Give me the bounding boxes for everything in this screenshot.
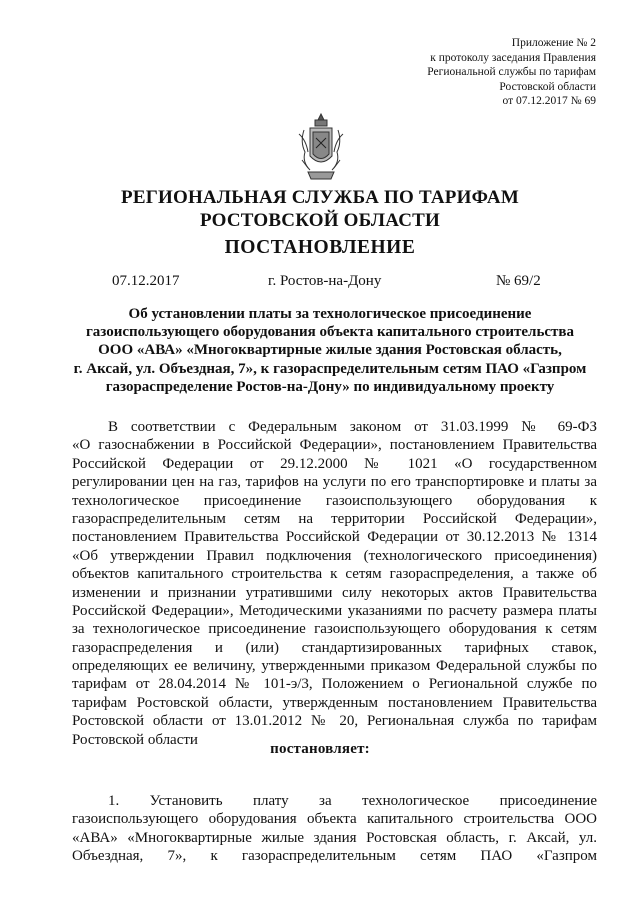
title-line: газораспределение Ростов-на-Дону» по индивидуальному проекту bbox=[105, 378, 555, 395]
title-line: г. Аксай, ул. Объездная, 7», к газораспределительным сетям ПАО «Газпром bbox=[73, 360, 587, 377]
document-date: 07.12.2017 bbox=[112, 273, 180, 289]
appendix-line: Приложение № 2 bbox=[511, 37, 596, 49]
appendix-note bbox=[427, 36, 596, 109]
text-line: тарифам от 28.04.2014 № 101-э/3, Положением о Региональной службе по bbox=[72, 676, 597, 693]
text-line: регулировании цен на газ, тарифов на услуги по его транспортировке и платы за bbox=[72, 474, 597, 491]
text-line: за технологическое присоединение газоиспользующего оборудования к сетям bbox=[72, 621, 597, 638]
text-line: Российской Федерации», Методическими указаниями по расчету размера платы bbox=[72, 602, 597, 619]
preamble-paragraph bbox=[72, 418, 597, 749]
text-line: «О газоснабжении в Российской Федерации», постановлением Правительства bbox=[72, 437, 597, 454]
appendix-line: от 07.12.2017 № 69 bbox=[502, 95, 596, 107]
decree-word: постановляет: bbox=[270, 741, 370, 757]
appendix-line: к протоколу заседания Правления bbox=[430, 51, 596, 64]
text-line: газораспределения и (или) стандартизированных тарифных ставок, bbox=[72, 639, 597, 656]
text-line: Ростовской области bbox=[72, 731, 198, 748]
document-type: ПОСТАНОВЛЕНИЕ bbox=[224, 237, 416, 258]
organization-name bbox=[0, 186, 640, 232]
title-line: газоиспользующего оборудования объекта капитального строительства bbox=[85, 324, 575, 341]
text-line: В соответствии с Федеральным законом от 31.03.1999 № 69-ФЗ bbox=[108, 419, 597, 435]
document-city: г. Ростов-на-Дону bbox=[268, 273, 382, 289]
text-line: «Об утверждении Правил подключения (технологического присоединения) bbox=[72, 547, 597, 564]
appendix-line: Региональной службы по тарифам bbox=[427, 66, 596, 78]
coat-of-arms-icon bbox=[296, 112, 346, 182]
appendix-line: Ростовской области bbox=[499, 80, 596, 93]
text-line: тарифам Ростовской области, утвержденным постановлением Правительства bbox=[72, 694, 597, 711]
org-line: РЕГИОНАЛЬНАЯ СЛУЖБА ПО ТАРИФАМ bbox=[121, 187, 519, 208]
text-line: технологическое присоединение газоиспользующего оборудования к bbox=[72, 492, 597, 509]
document-number: № 69/2 bbox=[496, 273, 541, 289]
title-line: Об установлении платы за технологическое присоединение bbox=[128, 306, 532, 322]
item-1-paragraph bbox=[72, 792, 597, 866]
text-line: Объездная, 7», к газораспределительным сетям ПАО «Газпром bbox=[72, 848, 597, 865]
text-line: газораспределительным сетям на территории Российской Федерации», bbox=[72, 510, 597, 527]
text-line: «АВА» «Многоквартирные жилые здания Ростовская область, г. Аксай, ул. bbox=[72, 829, 597, 846]
text-line: 1. Установить плату за технологическое присоединение bbox=[108, 793, 597, 809]
title-line: ООО «АВА» «Многоквартирные жилые здания Ростовская область, bbox=[98, 342, 562, 359]
text-line: изменении и признании утратившими силу некоторых актов Правительства bbox=[72, 584, 597, 601]
document-title bbox=[40, 305, 620, 396]
org-line: РОСТОВСКОЙ ОБЛАСТИ bbox=[199, 210, 440, 231]
text-line: газоиспользующего оборудования объекта капитального строительства ООО bbox=[72, 811, 597, 828]
text-line: постановлением Правительства Российской Федерации от 30.12.2013 № 1314 bbox=[72, 529, 597, 546]
text-line: Российской Федерации от 29.12.2000 № 1021 «О государственном bbox=[72, 455, 597, 472]
text-line: определяющих ее величину, утвержденными приказом Федеральной службы по bbox=[72, 658, 597, 675]
text-line: Ростовской области от 13.01.2012 № 20, Региональная служба по тарифам bbox=[72, 713, 597, 730]
text-line: объектов капитального строительства к сетям газораспределения, а также об bbox=[72, 566, 597, 583]
